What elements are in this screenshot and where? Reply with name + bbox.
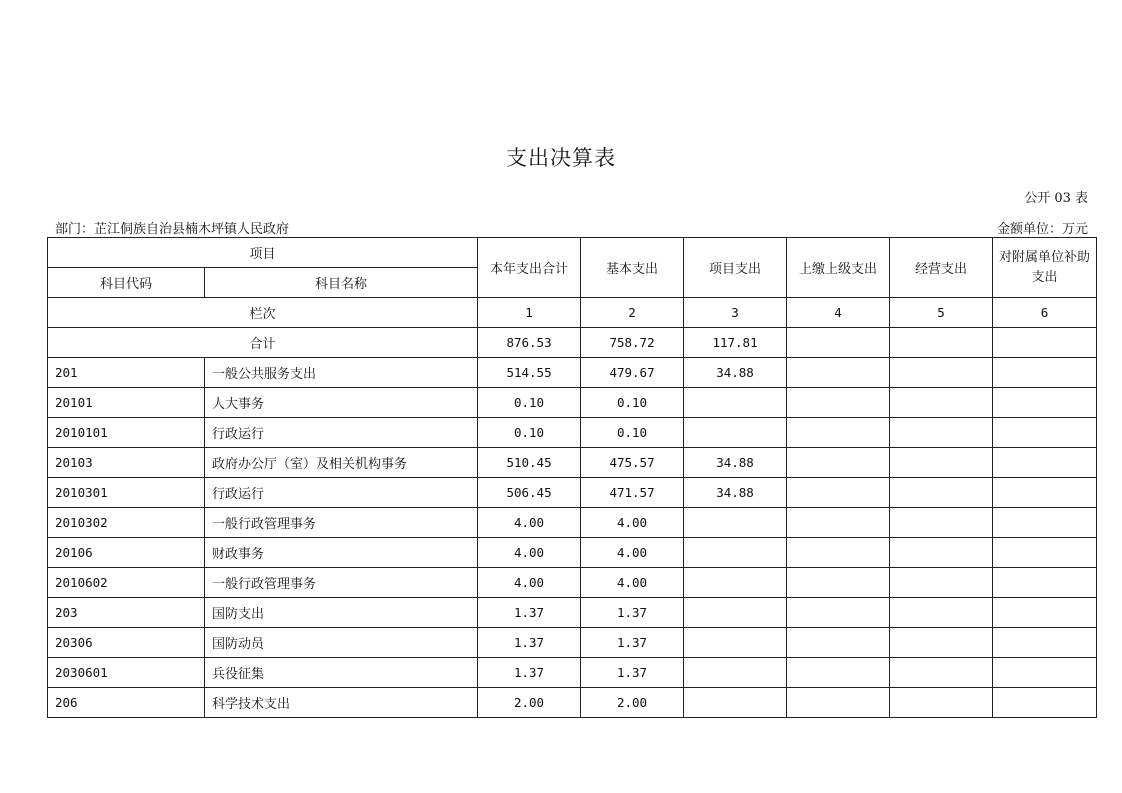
amount-cell: 4.00 bbox=[478, 538, 581, 568]
amount-cell bbox=[787, 478, 890, 508]
amount-cell: 34.88 bbox=[684, 478, 787, 508]
table-row bbox=[48, 688, 1097, 718]
total-value: 758.72 bbox=[581, 328, 684, 358]
subject-code: 20103 bbox=[48, 448, 205, 478]
amount-cell bbox=[684, 628, 787, 658]
header-total: 本年支出合计 bbox=[478, 238, 581, 298]
amount-cell bbox=[890, 418, 993, 448]
amount-cell bbox=[890, 658, 993, 688]
subject-name: 政府办公厅（室）及相关机构事务 bbox=[205, 448, 478, 478]
amount-cell: 475.57 bbox=[581, 448, 684, 478]
amount-cell bbox=[787, 628, 890, 658]
amount-cell bbox=[684, 688, 787, 718]
amount-unit-label: 金额单位：万元 bbox=[996, 222, 1088, 237]
column-index-row bbox=[48, 298, 1097, 328]
amount-cell: 0.10 bbox=[581, 418, 684, 448]
amount-cell: 4.00 bbox=[581, 568, 684, 598]
column-index: 2 bbox=[581, 298, 684, 328]
amount-cell bbox=[787, 418, 890, 448]
amount-cell bbox=[993, 658, 1097, 688]
subject-name: 科学技术支出 bbox=[205, 688, 478, 718]
amount-cell: 471.57 bbox=[581, 478, 684, 508]
subject-name: 兵役征集 bbox=[205, 658, 478, 688]
amount-cell bbox=[993, 628, 1097, 658]
table-row bbox=[48, 568, 1097, 598]
amount-cell: 514.55 bbox=[478, 358, 581, 388]
amount-cell bbox=[787, 658, 890, 688]
amount-cell bbox=[890, 628, 993, 658]
amount-cell: 1.37 bbox=[581, 658, 684, 688]
subject-code: 203 bbox=[48, 598, 205, 628]
amount-cell bbox=[890, 478, 993, 508]
header-business: 经营支出 bbox=[890, 238, 993, 298]
amount-cell bbox=[993, 598, 1097, 628]
subject-name: 国防动员 bbox=[205, 628, 478, 658]
page-title: 支出决算表 bbox=[506, 146, 616, 170]
column-index-label: 栏次 bbox=[48, 298, 478, 328]
amount-cell: 4.00 bbox=[581, 538, 684, 568]
column-index: 1 bbox=[478, 298, 581, 328]
subject-code: 20106 bbox=[48, 538, 205, 568]
header-upper: 上缴上级支出 bbox=[787, 238, 890, 298]
total-value: 876.53 bbox=[478, 328, 581, 358]
subject-name: 行政运行 bbox=[205, 478, 478, 508]
subject-code: 2010602 bbox=[48, 568, 205, 598]
column-index: 3 bbox=[684, 298, 787, 328]
total-value: 117.81 bbox=[684, 328, 787, 358]
subject-name: 一般行政管理事务 bbox=[205, 508, 478, 538]
table-row bbox=[48, 598, 1097, 628]
column-index: 6 bbox=[993, 298, 1097, 328]
total-value bbox=[993, 328, 1097, 358]
amount-cell: 4.00 bbox=[581, 508, 684, 538]
amount-cell bbox=[890, 388, 993, 418]
table-row bbox=[48, 538, 1097, 568]
subject-code: 20101 bbox=[48, 388, 205, 418]
expenditure-table bbox=[47, 237, 1097, 718]
table-row bbox=[48, 628, 1097, 658]
header-basic: 基本支出 bbox=[581, 238, 684, 298]
table-row bbox=[48, 658, 1097, 688]
amount-cell bbox=[890, 508, 993, 538]
amount-cell bbox=[787, 388, 890, 418]
amount-cell: 479.67 bbox=[581, 358, 684, 388]
header-row-1 bbox=[48, 238, 1097, 268]
header-name: 科目名称 bbox=[205, 268, 478, 298]
amount-cell bbox=[890, 688, 993, 718]
total-value bbox=[890, 328, 993, 358]
amount-cell bbox=[993, 388, 1097, 418]
amount-cell bbox=[993, 688, 1097, 718]
amount-cell bbox=[993, 508, 1097, 538]
amount-cell: 1.37 bbox=[478, 628, 581, 658]
amount-cell bbox=[684, 388, 787, 418]
amount-cell bbox=[993, 568, 1097, 598]
amount-cell: 506.45 bbox=[478, 478, 581, 508]
header-code: 科目代码 bbox=[48, 268, 205, 298]
amount-cell: 1.37 bbox=[581, 628, 684, 658]
amount-cell bbox=[890, 598, 993, 628]
amount-cell bbox=[890, 568, 993, 598]
table-row bbox=[48, 358, 1097, 388]
column-index: 5 bbox=[890, 298, 993, 328]
amount-cell bbox=[787, 358, 890, 388]
amount-cell: 1.37 bbox=[478, 598, 581, 628]
amount-cell bbox=[890, 538, 993, 568]
total-label: 合计 bbox=[48, 328, 478, 358]
amount-cell bbox=[787, 598, 890, 628]
department-label: 部门：芷江侗族自治县楠木坪镇人民政府 bbox=[55, 222, 290, 237]
subject-code: 2030601 bbox=[48, 658, 205, 688]
subject-code: 201 bbox=[48, 358, 205, 388]
amount-cell bbox=[787, 508, 890, 538]
subject-code: 2010301 bbox=[48, 478, 205, 508]
amount-cell: 4.00 bbox=[478, 568, 581, 598]
amount-cell bbox=[890, 358, 993, 388]
subject-code: 2010101 bbox=[48, 418, 205, 448]
total-value bbox=[787, 328, 890, 358]
amount-cell: 1.37 bbox=[478, 658, 581, 688]
amount-cell bbox=[787, 688, 890, 718]
header-subsidy: 对附属单位补助支出 bbox=[993, 238, 1097, 298]
amount-cell: 0.10 bbox=[581, 388, 684, 418]
amount-cell: 2.00 bbox=[581, 688, 684, 718]
amount-cell bbox=[684, 658, 787, 688]
amount-cell: 2.00 bbox=[478, 688, 581, 718]
table-row bbox=[48, 388, 1097, 418]
subject-name: 一般行政管理事务 bbox=[205, 568, 478, 598]
header-item: 项目 bbox=[48, 238, 478, 268]
amount-cell bbox=[684, 538, 787, 568]
subject-code: 206 bbox=[48, 688, 205, 718]
table-row bbox=[48, 508, 1097, 538]
table-row bbox=[48, 418, 1097, 448]
amount-cell: 34.88 bbox=[684, 448, 787, 478]
amount-cell: 1.37 bbox=[581, 598, 684, 628]
subject-name: 财政事务 bbox=[205, 538, 478, 568]
subject-code: 20306 bbox=[48, 628, 205, 658]
amount-cell bbox=[993, 358, 1097, 388]
subject-name: 人大事务 bbox=[205, 388, 478, 418]
table-row bbox=[48, 448, 1097, 478]
amount-cell bbox=[684, 598, 787, 628]
table-row bbox=[48, 478, 1097, 508]
amount-cell: 0.10 bbox=[478, 388, 581, 418]
amount-cell: 0.10 bbox=[478, 418, 581, 448]
amount-cell: 4.00 bbox=[478, 508, 581, 538]
amount-cell bbox=[993, 478, 1097, 508]
subject-name: 国防支出 bbox=[205, 598, 478, 628]
subject-name: 一般公共服务支出 bbox=[205, 358, 478, 388]
form-number: 公开 03 表 bbox=[1024, 191, 1088, 206]
column-index: 4 bbox=[787, 298, 890, 328]
amount-cell bbox=[890, 448, 993, 478]
total-row bbox=[48, 328, 1097, 358]
amount-cell bbox=[993, 448, 1097, 478]
amount-cell bbox=[684, 418, 787, 448]
subject-name: 行政运行 bbox=[205, 418, 478, 448]
amount-cell bbox=[684, 508, 787, 538]
amount-cell: 510.45 bbox=[478, 448, 581, 478]
amount-cell bbox=[787, 448, 890, 478]
amount-cell bbox=[993, 418, 1097, 448]
amount-cell: 34.88 bbox=[684, 358, 787, 388]
amount-cell bbox=[787, 568, 890, 598]
amount-cell bbox=[787, 538, 890, 568]
subject-code: 2010302 bbox=[48, 508, 205, 538]
header-project: 项目支出 bbox=[684, 238, 787, 298]
amount-cell bbox=[684, 568, 787, 598]
amount-cell bbox=[993, 538, 1097, 568]
